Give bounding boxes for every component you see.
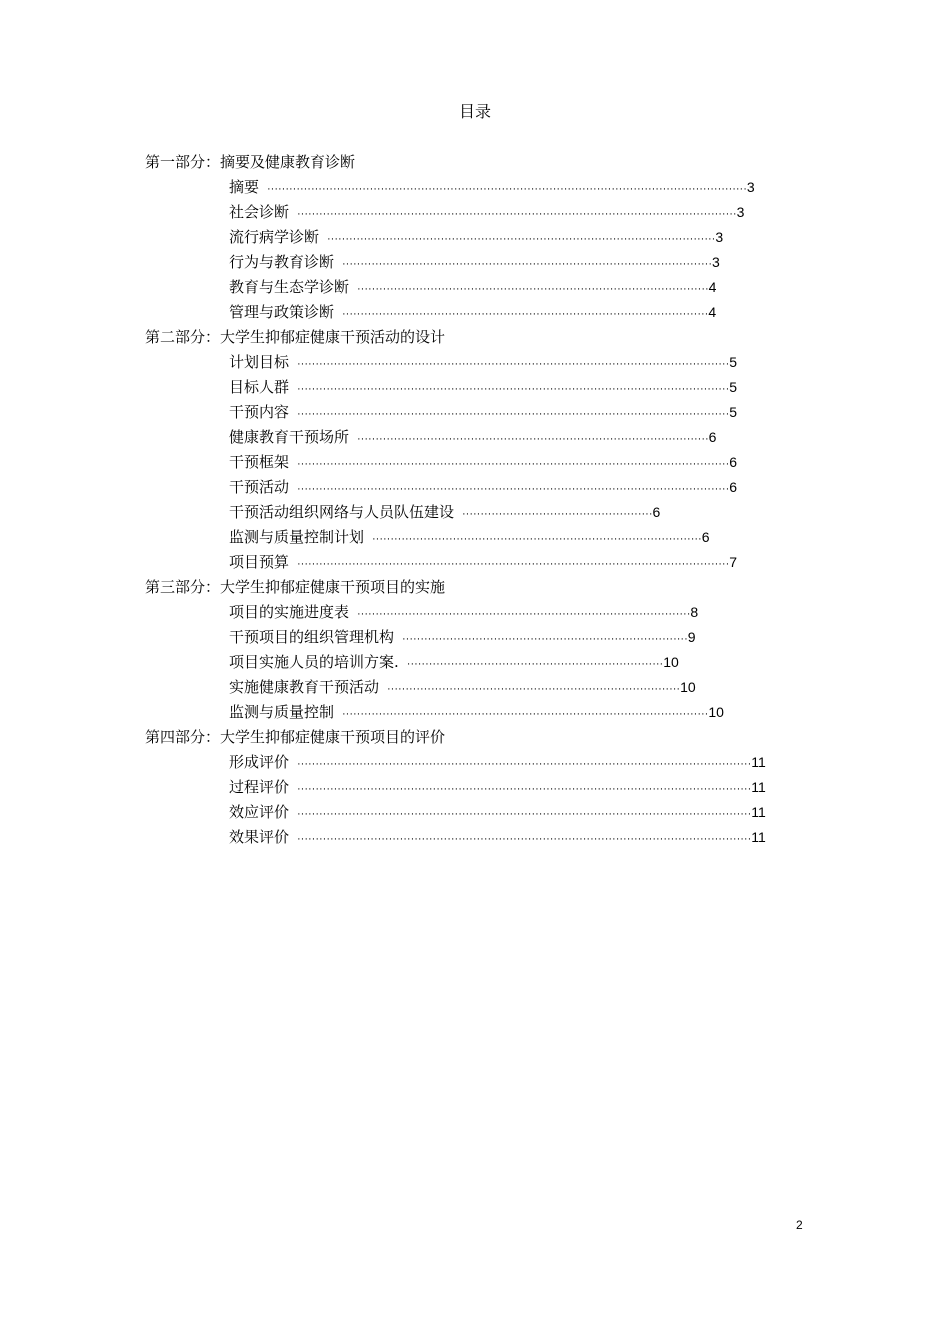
leader-dots: ·························································································· xyxy=(372,533,702,545)
entry-label: 干预项目的组织管理机构 xyxy=(229,628,395,646)
entry-label: 效应评价 xyxy=(229,803,290,821)
entry-page-number: 8 xyxy=(690,604,699,620)
entry-label: 计划目标 xyxy=(229,353,290,371)
part-2-heading: 第二部分：大学生抑郁症健康干预活动的设计 xyxy=(145,328,446,346)
toc-entry[interactable] xyxy=(145,250,795,275)
entry-page-number: 5 xyxy=(729,354,738,370)
toc-entry[interactable] xyxy=(145,525,795,550)
entry-page-number: 3 xyxy=(712,254,720,270)
leader-dots: ···························································································································· xyxy=(297,833,752,845)
leader-dots: ···································································································· xyxy=(342,708,709,720)
entry-label: 摘要 xyxy=(229,178,260,196)
leader-dots: ·············································································· xyxy=(402,633,688,645)
toc-entry[interactable] xyxy=(145,300,795,325)
entry-label: 干预活动组织网络与人员队伍建设 xyxy=(229,503,455,521)
leader-dots: ································································································ xyxy=(357,433,709,445)
toc-entry[interactable] xyxy=(145,475,795,500)
entry-page-number: 3 xyxy=(736,204,745,220)
toc-entry[interactable] xyxy=(145,550,795,575)
leader-dots: ···················································· xyxy=(462,508,653,520)
entry-page-number: 6 xyxy=(729,454,738,470)
leader-dots: ··································································································································· xyxy=(267,183,747,195)
entry-page-number: 5 xyxy=(729,404,738,420)
entry-page-number: 6 xyxy=(708,429,717,445)
toc-entry[interactable] xyxy=(145,225,795,250)
toc-entry[interactable] xyxy=(145,500,795,525)
entry-page-number: 6 xyxy=(729,479,738,495)
entry-label: 项目的实施进度表 xyxy=(229,603,350,621)
entry-page-number: 9 xyxy=(687,629,696,645)
entry-label: 效果评价 xyxy=(229,828,290,846)
entry-label: 项目预算 xyxy=(229,553,290,571)
entry-page-number: 11 xyxy=(751,754,766,770)
leader-dots: ·········································································································· xyxy=(327,233,716,245)
toc-entry[interactable] xyxy=(145,450,795,475)
entry-label: 监测与质量控制计划 xyxy=(229,528,365,546)
entry-label: 目标人群 xyxy=(229,378,290,396)
leader-dots: ······································································ xyxy=(406,658,664,670)
leader-dots: ································································································ xyxy=(357,283,709,295)
leader-dots: ···································································································· xyxy=(342,308,709,320)
leader-dots: ······················································································································ xyxy=(297,458,730,470)
toc-title: 目录 xyxy=(458,102,491,121)
leader-dots: ······················································································································ xyxy=(297,358,730,370)
entry-page-number: 6 xyxy=(652,504,661,520)
toc-entry[interactable] xyxy=(145,625,795,650)
entry-label: 过程评价 xyxy=(229,778,290,796)
entry-page-number: 10 xyxy=(708,704,724,720)
toc-entry[interactable] xyxy=(145,650,795,675)
entry-label: 干预框架 xyxy=(229,453,290,471)
toc-entry[interactable] xyxy=(145,200,795,225)
toc-entry[interactable] xyxy=(145,750,795,775)
entry-label: 形成评价 xyxy=(229,753,290,771)
part-4-heading: 第四部分：大学生抑郁症健康干预项目的评价 xyxy=(145,728,446,746)
entry-label: 监测与质量控制 xyxy=(229,703,335,721)
part-1-heading: 第一部分：摘要及健康教育诊断 xyxy=(145,153,356,171)
entry-label: 教育与生态学诊断 xyxy=(229,278,350,296)
entry-label: 干预活动 xyxy=(229,478,290,496)
part-3-heading: 第三部分：大学生抑郁症健康干预项目的实施 xyxy=(145,578,446,596)
leader-dots: ···························································································································· xyxy=(297,808,752,820)
toc-entry[interactable] xyxy=(145,825,795,850)
toc-entry[interactable] xyxy=(145,425,795,450)
entry-label: 干预内容 xyxy=(229,403,290,421)
leader-dots: ···························································································································· xyxy=(297,783,752,795)
toc-entry[interactable] xyxy=(145,775,795,800)
entry-page-number: 11 xyxy=(751,829,766,845)
toc-entry[interactable] xyxy=(145,700,795,725)
toc-entry[interactable] xyxy=(145,400,795,425)
page-number: 2 xyxy=(796,1218,803,1232)
leader-dots: ······················································································································ xyxy=(297,483,730,495)
entry-label: 管理与政策诊断 xyxy=(229,303,335,321)
entry-label: 实施健康教育干预活动 xyxy=(229,678,380,696)
entry-page-number: 4 xyxy=(708,304,717,320)
entry-page-number: 5 xyxy=(729,379,738,395)
entry-label: 健康教育干预场所 xyxy=(229,428,350,446)
toc-entry[interactable] xyxy=(145,350,795,375)
entry-page-number: 3 xyxy=(746,179,755,195)
toc-entry[interactable] xyxy=(145,600,795,625)
toc-entry[interactable] xyxy=(145,675,795,700)
leader-dots: ······················································································································ xyxy=(297,383,730,395)
entry-page-number: 4 xyxy=(708,279,717,295)
entry-page-number: 11 xyxy=(751,804,766,820)
leader-dots: ······················································································································ xyxy=(297,408,730,420)
leader-dots: ····································································································· xyxy=(342,258,712,270)
toc-entry[interactable] xyxy=(145,175,795,200)
table-of-contents xyxy=(145,150,795,850)
entry-label: 流行病学诊断 xyxy=(229,228,320,246)
leader-dots: ················································································ xyxy=(387,683,681,695)
entry-label: 社会诊断 xyxy=(229,203,290,221)
entry-page-number: 11 xyxy=(751,779,766,795)
entry-page-number: 3 xyxy=(715,229,724,245)
entry-label: 项目实施人员的培训方案. xyxy=(229,653,399,671)
toc-entry[interactable] xyxy=(145,375,795,400)
leader-dots: ···························································································································· xyxy=(297,758,752,770)
toc-entry[interactable] xyxy=(145,800,795,825)
entry-page-number: 6 xyxy=(701,529,710,545)
leader-dots: ··························································································· xyxy=(357,608,691,620)
leader-dots: ······················································································································ xyxy=(297,558,730,570)
entry-page-number: 10 xyxy=(663,654,679,670)
entry-page-number: 7 xyxy=(729,554,738,570)
toc-entry[interactable] xyxy=(145,275,795,300)
entry-label: 行为与教育诊断 xyxy=(229,253,335,271)
entry-page-number: 10 xyxy=(680,679,696,695)
leader-dots: ························································································································ xyxy=(297,208,737,220)
